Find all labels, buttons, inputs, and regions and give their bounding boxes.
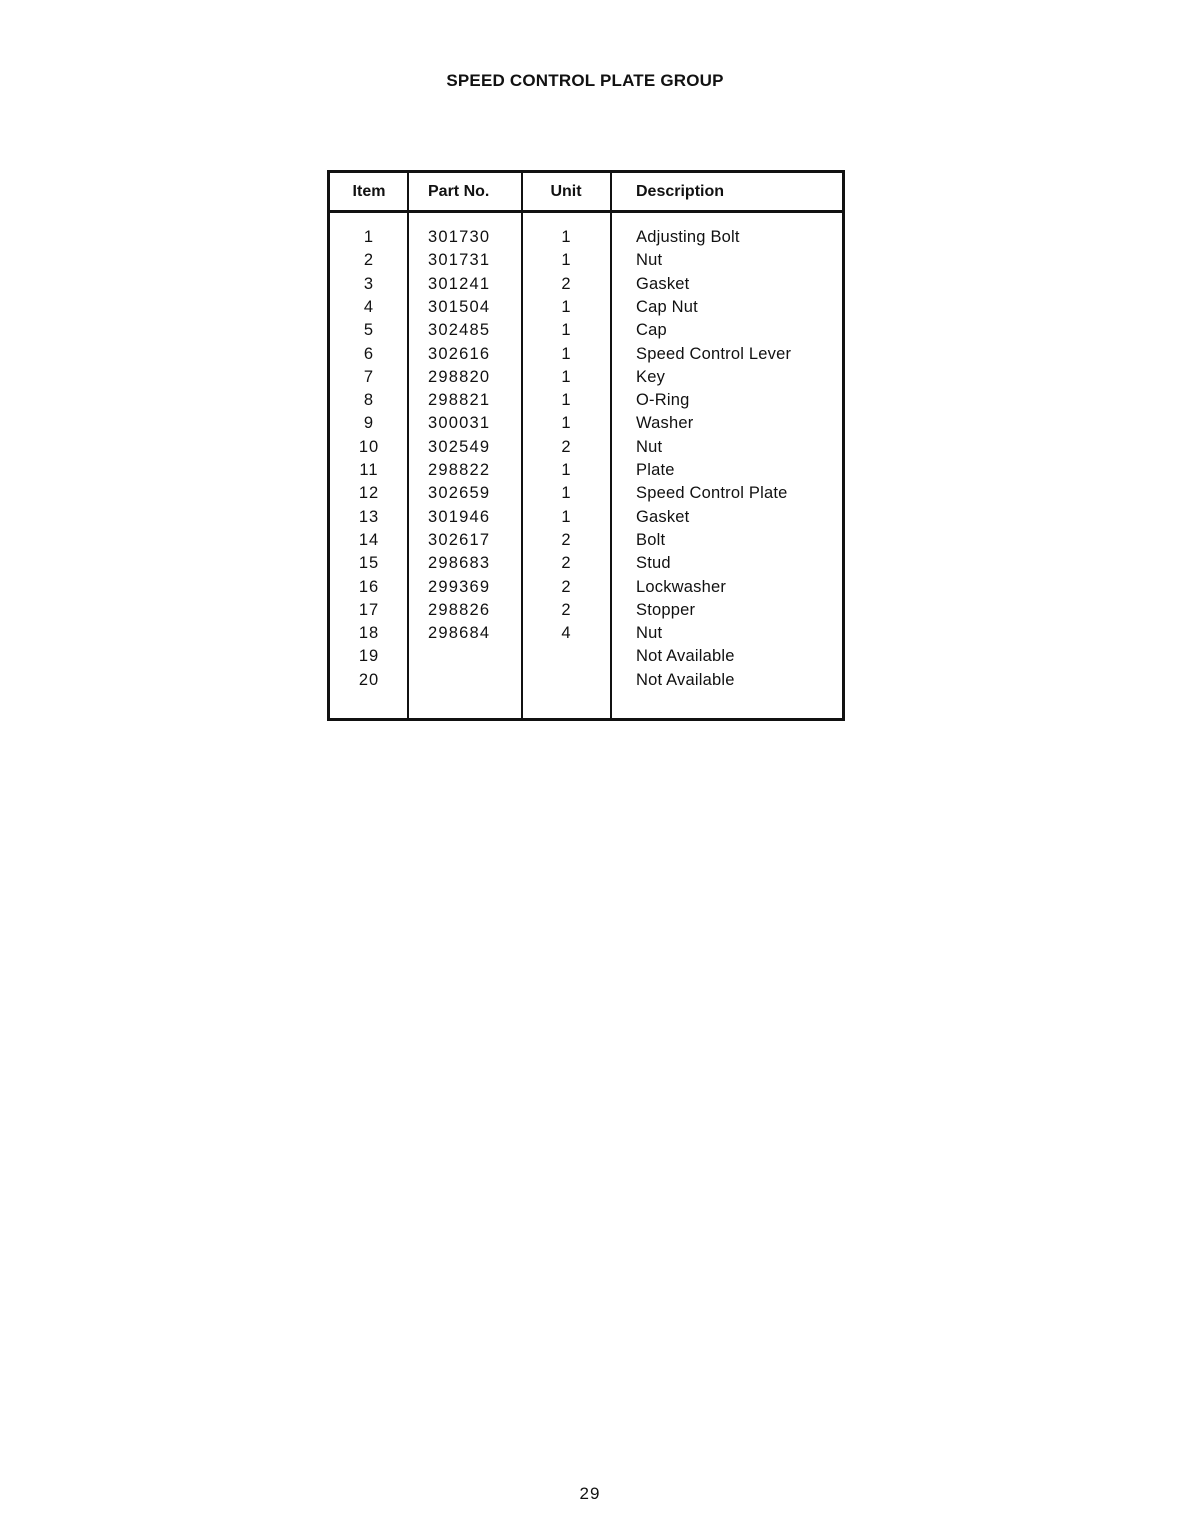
- unit-cell: 1: [561, 367, 571, 386]
- unit-cell: 1: [561, 484, 571, 503]
- description-cell: Cap Nut: [636, 297, 698, 316]
- item-cell: 14: [358, 530, 380, 549]
- table-row: [330, 599, 842, 622]
- table-row: [330, 226, 842, 249]
- part-no-cell: 302485: [428, 321, 491, 340]
- table-row: [330, 645, 842, 668]
- header-part-no: Part No.: [428, 183, 490, 200]
- part-no-cell: 301504: [428, 297, 491, 316]
- page-title: SPEED CONTROL PLATE GROUP: [446, 71, 724, 90]
- item-cell: 19: [358, 647, 380, 666]
- item-cell: 1: [363, 228, 375, 246]
- part-no-cell: 298826: [428, 600, 491, 619]
- description-cell: Speed Control Lever: [636, 344, 792, 363]
- table-row: [330, 389, 842, 412]
- description-cell: Stud: [636, 554, 671, 573]
- table-row: [330, 529, 842, 552]
- description-cell: Speed Control Plate: [636, 484, 788, 503]
- item-cell: 6: [363, 344, 375, 363]
- part-no-cell: 301946: [428, 507, 491, 526]
- header-description: Description: [636, 183, 725, 200]
- part-no-cell: 301241: [428, 274, 491, 293]
- description-cell: Plate: [636, 461, 675, 479]
- header-item: Item: [352, 183, 386, 200]
- description-cell: Washer: [636, 414, 694, 433]
- description-cell: Cap: [636, 321, 667, 340]
- table-row: [330, 249, 842, 272]
- item-cell: 15: [358, 554, 380, 573]
- item-cell: 9: [363, 414, 375, 433]
- unit-cell: 1: [561, 461, 571, 479]
- unit-cell: 1: [561, 344, 571, 363]
- part-no-cell: 300031: [428, 414, 491, 433]
- table-row: [330, 506, 842, 529]
- description-cell: Not Available: [636, 670, 735, 689]
- item-cell: 4: [363, 297, 375, 316]
- table-row: [330, 669, 842, 692]
- unit-cell: 1: [561, 228, 571, 246]
- table-row: [330, 436, 842, 459]
- table-row: [330, 319, 842, 342]
- unit-cell: 1: [561, 391, 571, 410]
- part-no-cell: 301730: [428, 228, 491, 246]
- part-no-cell: 302549: [428, 437, 491, 456]
- description-cell: Stopper: [636, 600, 696, 619]
- table-row: [330, 552, 842, 575]
- item-cell: 2: [363, 251, 375, 270]
- description-cell: Nut: [636, 437, 663, 456]
- unit-cell: 2: [561, 600, 571, 619]
- table-row: [330, 273, 842, 296]
- page-number: 29: [579, 1484, 601, 1503]
- item-cell: 13: [358, 507, 380, 526]
- table-row: [330, 412, 842, 435]
- part-no-cell: 299369: [428, 577, 491, 596]
- part-no-cell: 302616: [428, 344, 491, 363]
- item-cell: 3: [363, 274, 375, 293]
- item-cell: 5: [363, 321, 375, 340]
- description-cell: Nut: [636, 251, 663, 270]
- unit-cell: 2: [561, 577, 571, 596]
- part-no-cell: 298684: [428, 624, 491, 643]
- unit-cell: 2: [561, 554, 571, 573]
- unit-cell: 1: [561, 297, 571, 316]
- table-row: [330, 366, 842, 389]
- unit-cell: 4: [561, 624, 571, 643]
- part-no-cell: 302617: [428, 530, 491, 549]
- table-row: [330, 622, 842, 645]
- part-no-cell: 298822: [428, 461, 491, 479]
- item-cell: 7: [363, 367, 375, 386]
- item-cell: 12: [358, 484, 380, 503]
- description-cell: Not Available: [636, 647, 735, 666]
- item-cell: 16: [358, 577, 380, 596]
- part-no-cell: 298683: [428, 554, 491, 573]
- description-cell: O-Ring: [636, 391, 690, 410]
- description-cell: Gasket: [636, 274, 690, 293]
- part-no-cell: 301731: [428, 251, 491, 270]
- item-cell: 18: [358, 624, 380, 643]
- unit-cell: 2: [561, 530, 571, 549]
- description-cell: Bolt: [636, 530, 666, 549]
- header-unit: Unit: [550, 183, 582, 200]
- parts-table: [327, 170, 845, 721]
- description-cell: Nut: [636, 624, 663, 643]
- unit-cell: 1: [561, 507, 571, 526]
- unit-cell: 2: [561, 274, 571, 293]
- item-cell: 8: [363, 391, 375, 410]
- item-cell: 20: [358, 670, 380, 689]
- description-cell: Gasket: [636, 507, 690, 526]
- table-header: [330, 173, 842, 213]
- description-cell: Adjusting Bolt: [636, 228, 740, 246]
- unit-cell: 1: [561, 414, 571, 433]
- part-no-cell: 298820: [428, 367, 491, 386]
- item-cell: 17: [358, 600, 380, 619]
- description-cell: Lockwasher: [636, 577, 727, 596]
- table-row: [330, 343, 842, 366]
- unit-cell: 2: [561, 437, 571, 456]
- table-row: [330, 576, 842, 599]
- table-row: [330, 296, 842, 319]
- description-cell: Key: [636, 367, 666, 386]
- item-cell: 10: [358, 437, 380, 456]
- unit-cell: 1: [561, 251, 571, 270]
- part-no-cell: 302659: [428, 484, 491, 503]
- part-no-cell: 298821: [428, 391, 491, 410]
- unit-cell: 1: [561, 321, 571, 340]
- table-row: [330, 459, 842, 482]
- table-row: [330, 482, 842, 505]
- item-cell: 11: [359, 461, 379, 479]
